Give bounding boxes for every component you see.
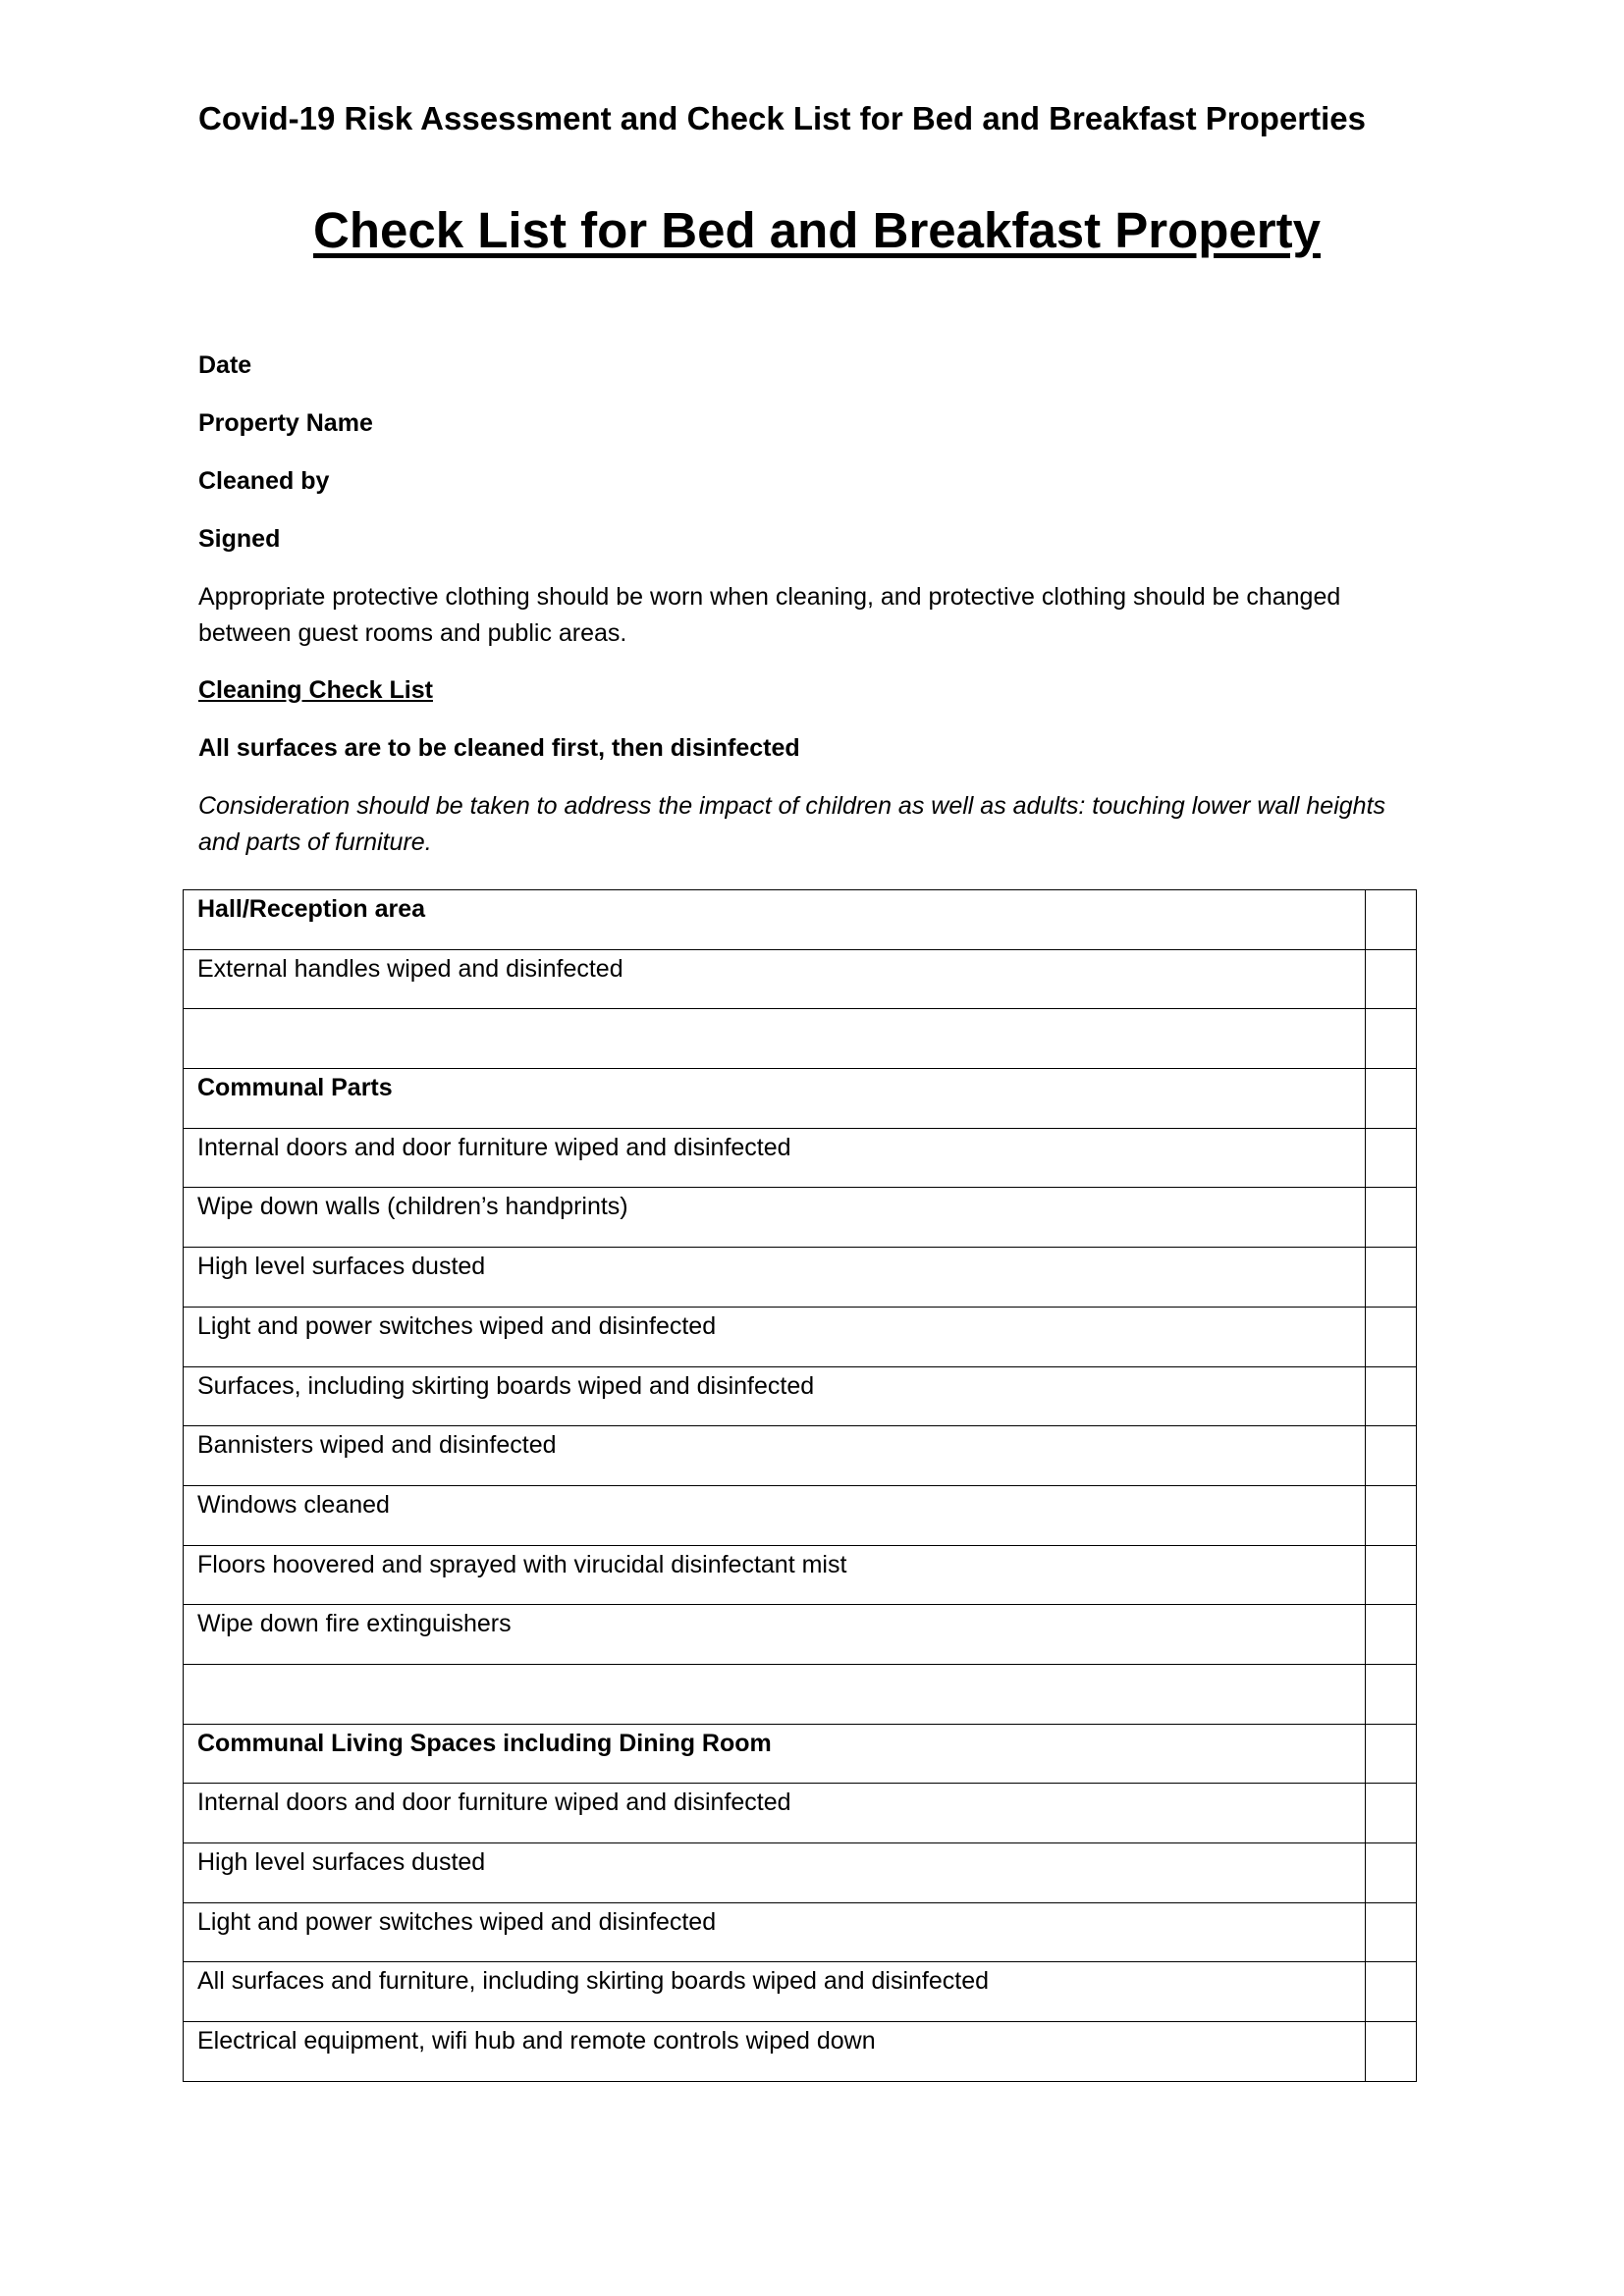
checklist-item-row	[184, 1307, 1417, 1366]
checklist-tick-box[interactable]	[1365, 1962, 1416, 2022]
property-name-field-label: Property Name	[198, 409, 373, 437]
checklist-item-label: Bannisters wiped and disinfected	[184, 1426, 1366, 1486]
cleaned-by-field-label: Cleaned by	[198, 467, 330, 495]
checklist-section-label: Communal Living Spaces including Dining Room	[184, 1724, 1366, 1784]
checklist-section-row	[184, 1069, 1417, 1129]
checklist-blank-row	[184, 1664, 1417, 1724]
checklist-tick-box[interactable]	[1365, 1724, 1416, 1784]
checklist-tick-box[interactable]	[1365, 1784, 1416, 1843]
page-title: Check List for Bed and Breakfast Property	[313, 202, 1321, 258]
checklist-tick-box[interactable]	[1365, 1485, 1416, 1545]
checklist-blank-row	[184, 1009, 1417, 1069]
checklist-tick-box[interactable]	[1365, 1664, 1416, 1724]
checklist-item-label: High level surfaces dusted	[184, 1248, 1366, 1308]
checklist-section-row	[184, 1724, 1417, 1784]
checklist-section-label: Communal Parts	[184, 1069, 1366, 1129]
checklist-item-label: External handles wiped and disinfected	[184, 949, 1366, 1009]
signed-field-label: Signed	[198, 525, 281, 553]
checklist-tick-box[interactable]	[1365, 1069, 1416, 1129]
checklist-item-row	[184, 1188, 1417, 1248]
checklist-item-row	[184, 1128, 1417, 1188]
checklist-tick-box[interactable]	[1365, 949, 1416, 1009]
checklist-item-label: Wipe down fire extinguishers	[184, 1605, 1366, 1665]
checklist-item-label: Windows cleaned	[184, 1485, 1366, 1545]
checklist-item-row	[184, 1485, 1417, 1545]
checklist-item-label: All surfaces and furniture, including skirting boards wiped and disinfected	[184, 1962, 1366, 2022]
checklist-tick-box[interactable]	[1365, 1366, 1416, 1426]
checklist-tick-box[interactable]	[1365, 1248, 1416, 1308]
cleaning-checklist-table	[183, 889, 1417, 2082]
date-field-label: Date	[198, 351, 252, 379]
checklist-tick-box[interactable]	[1365, 1128, 1416, 1188]
checklist-tick-box[interactable]	[1365, 1188, 1416, 1248]
checklist-item-row	[184, 1902, 1417, 1962]
checklist-tick-box[interactable]	[1365, 2022, 1416, 2082]
checklist-tick-box[interactable]	[1365, 1307, 1416, 1366]
checklist-item-row	[184, 1248, 1417, 1308]
instruction-text: All surfaces are to be cleaned first, then disinfected	[198, 734, 800, 762]
checklist-section-row	[184, 890, 1417, 950]
checklist-item-label: Light and power switches wiped and disinfected	[184, 1902, 1366, 1962]
checklist-item-row	[184, 2022, 1417, 2082]
checklist-heading: Cleaning Check List	[198, 676, 433, 704]
checklist-item-label: Electrical equipment, wifi hub and remote controls wiped down	[184, 2022, 1366, 2082]
checklist-section-label: Hall/Reception area	[184, 890, 1366, 950]
document-body	[198, 347, 1426, 861]
checklist-item-label	[184, 1664, 1366, 1724]
checklist-item-row	[184, 1784, 1417, 1843]
consideration-note: Consideration should be taken to address the impact of children as well as adults: touching lower wall heights and parts of furniture.	[198, 792, 1386, 856]
document-header: Covid-19 Risk Assessment and Check List for Bed and Breakfast Properties	[198, 100, 1366, 136]
checklist-tick-box[interactable]	[1365, 1843, 1416, 1903]
checklist-item-row	[184, 1366, 1417, 1426]
checklist-item-label: Internal doors and door furniture wiped and disinfected	[184, 1128, 1366, 1188]
checklist-item-label: Surfaces, including skirting boards wiped and disinfected	[184, 1366, 1366, 1426]
checklist-tick-box[interactable]	[1365, 1426, 1416, 1486]
checklist-item-row	[184, 1843, 1417, 1903]
checklist-tick-box[interactable]	[1365, 1605, 1416, 1665]
checklist-item-row	[184, 1426, 1417, 1486]
checklist-tick-box[interactable]	[1365, 1545, 1416, 1605]
checklist-item-row	[184, 949, 1417, 1009]
checklist-tick-box[interactable]	[1365, 1009, 1416, 1069]
checklist-item-label: Wipe down walls (children’s handprints)	[184, 1188, 1366, 1248]
checklist-item-row	[184, 1962, 1417, 2022]
checklist-item-label: Floors hoovered and sprayed with virucidal disinfectant mist	[184, 1545, 1366, 1605]
checklist-item-label: Internal doors and door furniture wiped and disinfected	[184, 1784, 1366, 1843]
checklist-item-label: High level surfaces dusted	[184, 1843, 1366, 1903]
intro-paragraph: Appropriate protective clothing should be worn when cleaning, and protective clothing should be changed between guest rooms and public areas.	[198, 583, 1341, 647]
checklist-item-row	[184, 1545, 1417, 1605]
checklist-item-row	[184, 1605, 1417, 1665]
checklist-tick-box[interactable]	[1365, 1902, 1416, 1962]
checklist-item-label	[184, 1009, 1366, 1069]
checklist-item-label: Light and power switches wiped and disinfected	[184, 1307, 1366, 1366]
checklist-tick-box[interactable]	[1365, 890, 1416, 950]
